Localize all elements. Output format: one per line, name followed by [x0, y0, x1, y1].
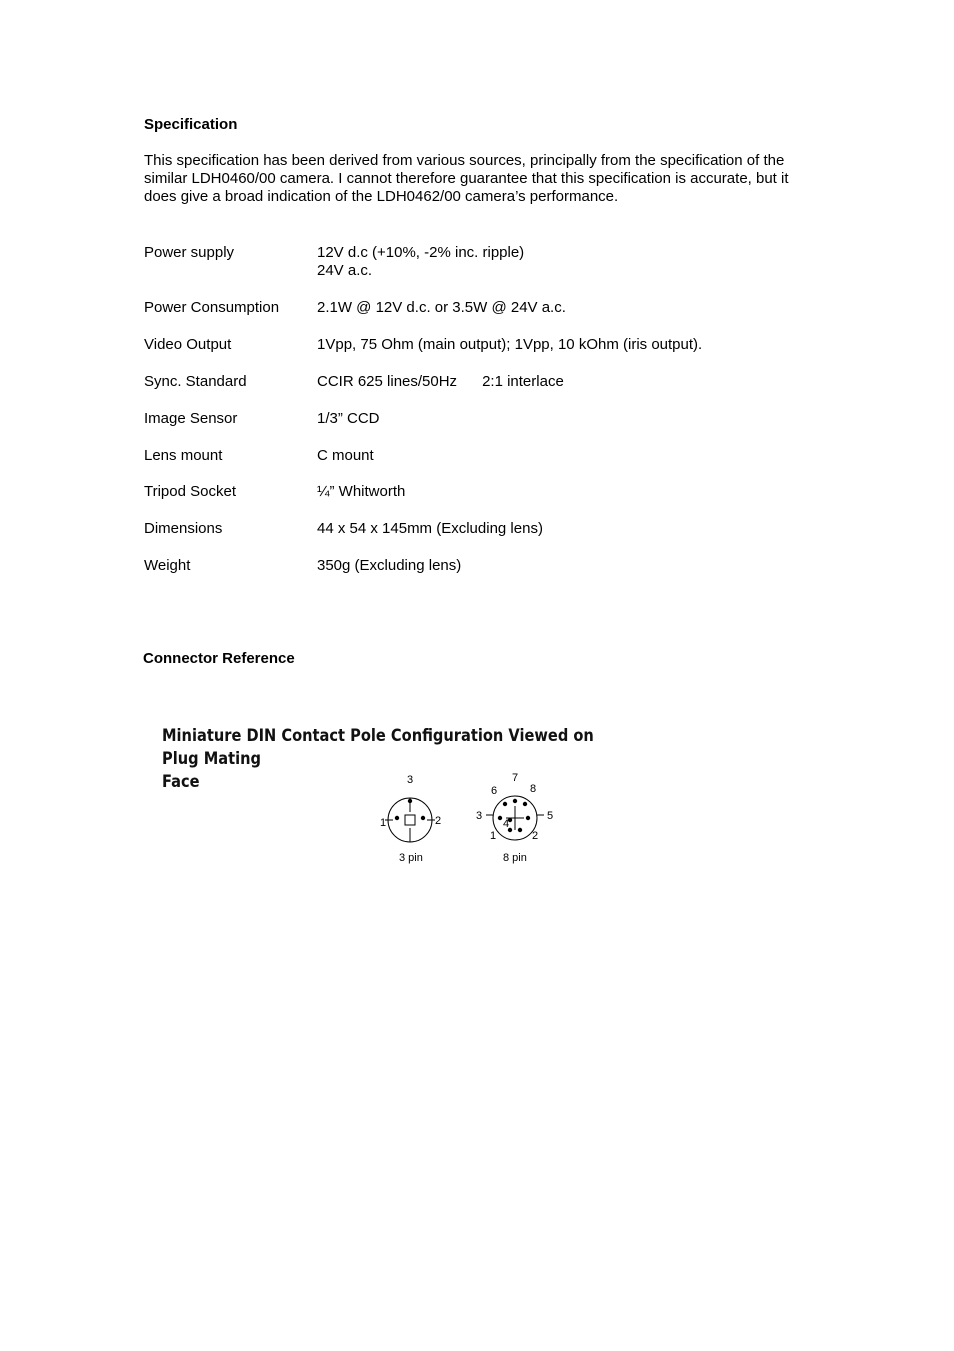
spec-label: Power supply	[144, 244, 235, 261]
pin-1	[395, 816, 399, 820]
pin-label: 6	[491, 785, 498, 797]
pin-caption: 8 pin	[503, 852, 527, 864]
pin-label: 2	[435, 815, 442, 827]
spec-value-secondary: 24V a.c.	[317, 262, 373, 279]
pin-3	[408, 799, 412, 803]
spec-label: Dimensions	[144, 520, 223, 537]
pin-label: 5	[547, 810, 554, 822]
spec-value: ¼” Whitworth	[317, 483, 406, 500]
spec-label: Tripod Socket	[144, 483, 236, 500]
pin-caption: 3 pin	[399, 852, 423, 864]
spec-label: Image Sensor	[144, 410, 238, 427]
spec-label: Power Consumption	[144, 299, 280, 316]
connector-reference-heading: Connector Reference	[143, 650, 295, 667]
pin-3	[498, 816, 502, 820]
pin-label: 8	[530, 783, 537, 795]
pin-2	[518, 828, 522, 832]
spec-value: 12V d.c (+10%, -2% inc. ripple)	[317, 244, 525, 261]
pin-label: 7	[512, 772, 519, 784]
spec-value: 44 x 54 x 145mm (Excluding lens)	[317, 520, 543, 537]
spec-value: 1Vpp, 75 Ohm (main output); 1Vpp, 10 kOhm (iris output).	[317, 336, 703, 353]
figure-title-line-1: Miniature DIN Contact Pole Configuration Viewed on Plug Mating	[162, 726, 594, 769]
pin-label: 4	[503, 818, 510, 830]
pin-8	[523, 802, 527, 806]
spec-label: Video Output	[144, 336, 232, 353]
center-key	[405, 815, 415, 825]
spec-label: Weight	[144, 557, 191, 574]
spec-value: 350g (Excluding lens)	[317, 557, 462, 574]
spec-value: 2.1W @ 12V d.c. or 3.5W @ 24V a.c.	[317, 299, 566, 316]
din-3-pin-diagram	[375, 770, 455, 866]
pin-7	[513, 799, 517, 803]
spec-value: 1/3” CCD	[317, 410, 380, 427]
spec-label: Lens mount	[144, 447, 223, 464]
spec-value: C mount	[317, 447, 374, 464]
figure-title-line-2: Face	[162, 772, 200, 792]
specification-heading: Specification	[144, 116, 238, 133]
pin-label: 3	[407, 774, 414, 786]
spec-label: Sync. Standard	[144, 373, 247, 390]
pin-label: 2	[532, 830, 539, 842]
pin-label: 1	[490, 830, 497, 842]
pin-6	[503, 802, 507, 806]
pin-label: 3	[476, 810, 483, 822]
spec-value: CCIR 625 lines/50Hz 2:1 interlace	[317, 373, 564, 390]
din-connector-figure	[150, 720, 690, 880]
pin-5	[526, 816, 530, 820]
din-8-pin-diagram	[470, 770, 560, 866]
pin-2	[421, 816, 425, 820]
intro-paragraph: This specification has been derived from various sources, principally from the specification of the similar LDH0460/00 camera. I cannot therefore guarantee that this specification is accurate, but it does give a broad indication of the LDH0462/00 camera’s performance.	[144, 152, 789, 205]
pin-label: 1	[380, 817, 387, 829]
